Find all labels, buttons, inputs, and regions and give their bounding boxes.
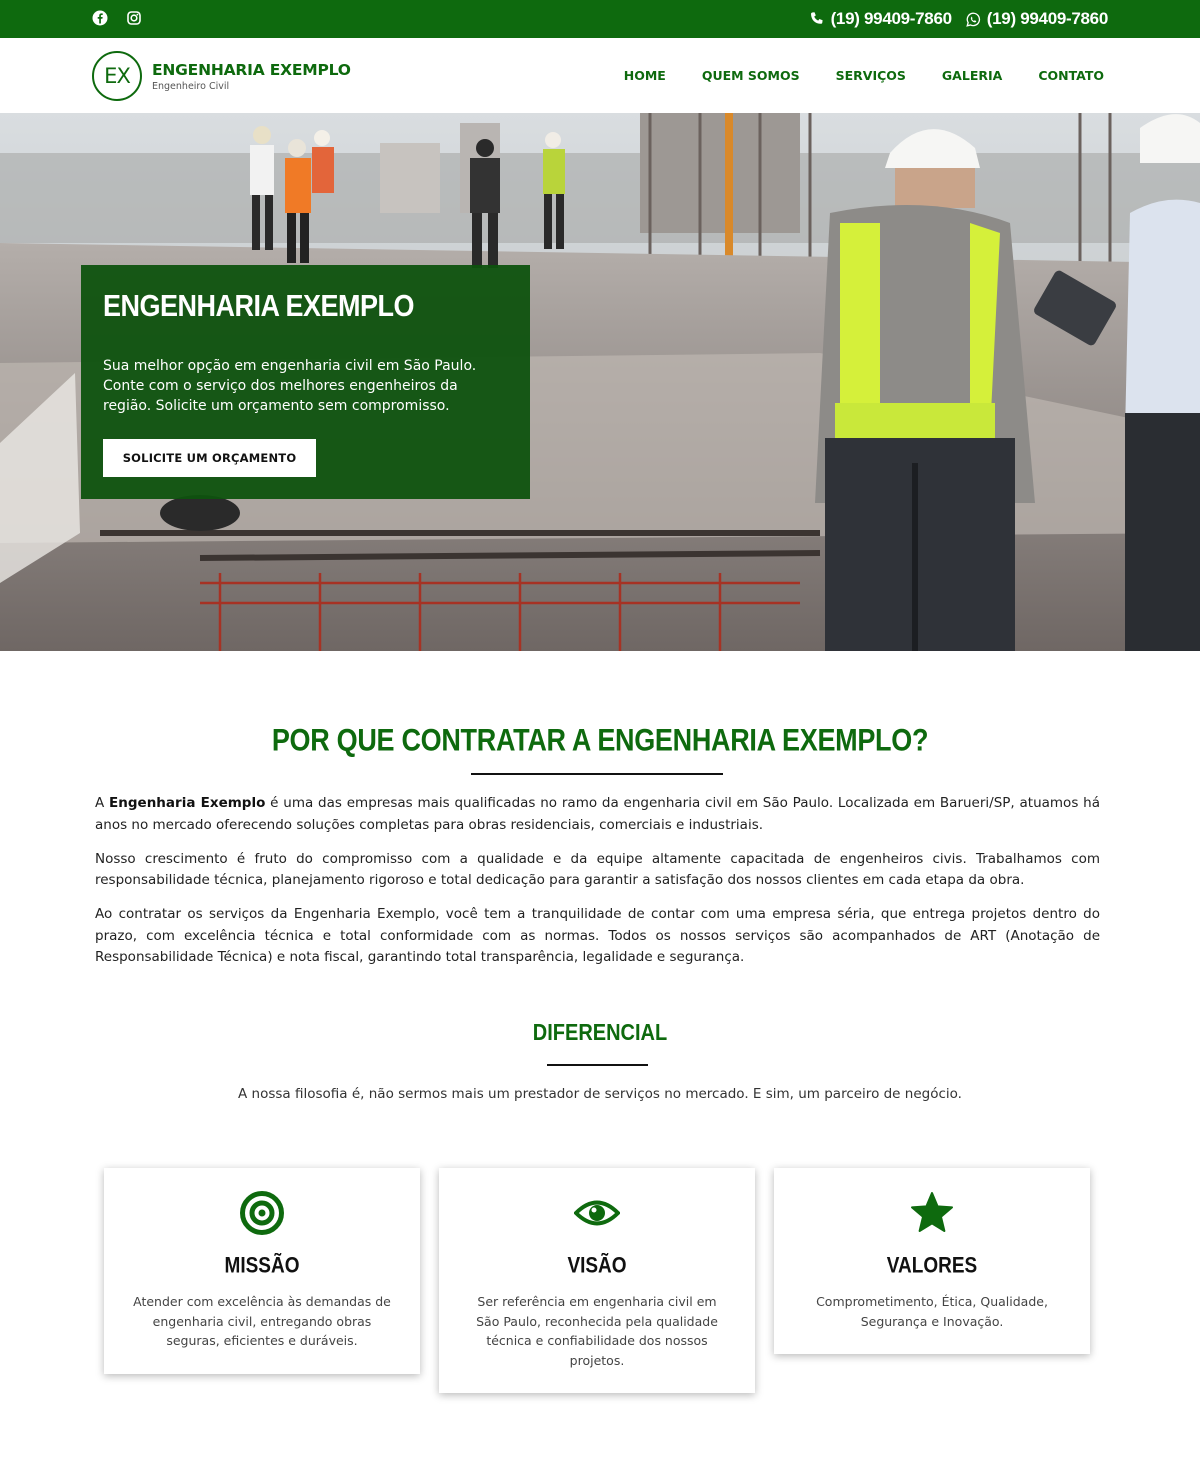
diferencial-divider — [547, 1064, 648, 1066]
logo-mark: EX — [92, 51, 142, 101]
why-paragraphs — [95, 793, 1100, 981]
social-links — [92, 10, 144, 28]
diferencial-text: A nossa filosofia é, não sermos mais um prestador de serviços no mercado. E sim, um parceiro de negócio. — [238, 1086, 962, 1102]
instagram-icon[interactable] — [126, 10, 144, 28]
why-paragraph-2: Nosso crescimento é fruto do compromisso com a qualidade e da equipe altamente capacitada de engenheiros civis. Trabalhamos com responsabilidade técnica, planejamento rigoroso e total dedicação para garantir a satisfação dos nossos clientes em cada etapa da obra. — [95, 850, 1100, 888]
phone-link[interactable] — [809, 9, 952, 29]
logo-title: ENGENHARIA EXEMPLO — [152, 60, 351, 79]
target-icon — [104, 1190, 420, 1236]
nav-quem-somos[interactable]: QUEM SOMOS — [701, 68, 800, 83]
logo[interactable] — [92, 51, 351, 101]
card-valores — [774, 1168, 1090, 1354]
diferencial-title: DIFERENCIAL — [532, 1020, 668, 1046]
whatsapp-number: (19) 99409-7860 — [986, 9, 1108, 28]
hero-card — [81, 265, 530, 499]
card-text: Atender com excelência às demandas de engenharia civil, entregando obras seguras, eficientes e duráveis. — [133, 1294, 391, 1348]
why-title: POR QUE CONTRATAR A ENGENHARIA EXEMPLO? — [271, 722, 929, 758]
phone-icon — [809, 11, 825, 27]
logo-text — [152, 61, 351, 92]
phone-number: (19) 99409-7860 — [830, 9, 952, 28]
why-paragraph-1 — [95, 793, 1100, 836]
request-quote-button[interactable]: SOLICITE UM ORÇAMENTO — [103, 439, 316, 477]
star-icon — [774, 1190, 1090, 1236]
hero-description: Sua melhor opção em engenharia civil em São Paulo. Conte com o serviço dos melhores engenheiros da região. Solicite um orçamento sem compromisso. — [103, 358, 477, 414]
card-text: Comprometimento, Ética, Qualidade, Segurança e Inovação. — [816, 1294, 1048, 1329]
p1-rest: é uma das empresas mais qualificadas no ramo da engenharia civil em São Paulo. Localizada em Barueri/SP, atuamos há anos no mercado oferecendo soluções completas para obras residenciais, comerciais e industriais. — [95, 795, 1100, 833]
card-missao — [104, 1168, 420, 1374]
hero-title: ENGENHARIA EXEMPLO — [103, 289, 415, 323]
p1-prefix: A — [95, 795, 110, 811]
nav-contato[interactable]: CONTATO — [1038, 68, 1104, 83]
whatsapp-link[interactable] — [966, 9, 1108, 29]
title-divider — [471, 773, 723, 775]
card-title: MISSÃO — [224, 1254, 300, 1279]
card-visao — [439, 1168, 755, 1393]
nav-servicos[interactable]: SERVIÇOS — [835, 68, 906, 83]
card-title: VISÃO — [567, 1254, 627, 1279]
card-text: Ser referência em engenharia civil em São Paulo, reconhecida pela qualidade técnica e confiabilidade dos nossos projetos. — [476, 1294, 718, 1368]
why-paragraph-3: Ao contratar os serviços da Engenharia Exemplo, você tem a tranquilidade de contar com uma empresa séria, que entrega projetos dentro do prazo, com excelência técnica e total conformidade com as normas. Todos os nossos serviços são acompanhados de ART (Anotação de Responsabilidade Técnica) e nota fiscal, garantindo total transparência, legalidade e segurança. — [95, 906, 1100, 965]
card-title: VALORES — [886, 1254, 978, 1279]
eye-icon — [439, 1190, 755, 1236]
facebook-icon[interactable] — [92, 10, 110, 28]
hero-banner — [0, 113, 1200, 651]
logo-subtitle: Engenheiro Civil — [152, 80, 230, 92]
nav-home[interactable]: HOME — [623, 68, 666, 83]
top-bar — [0, 0, 1200, 38]
site-header — [0, 38, 1200, 113]
nav-galeria[interactable]: GALERIA — [941, 68, 1003, 83]
phone-list — [809, 0, 1108, 38]
whatsapp-icon — [966, 12, 981, 27]
main-nav — [624, 38, 1104, 113]
company-name-bold: Engenharia Exemplo — [109, 795, 266, 811]
